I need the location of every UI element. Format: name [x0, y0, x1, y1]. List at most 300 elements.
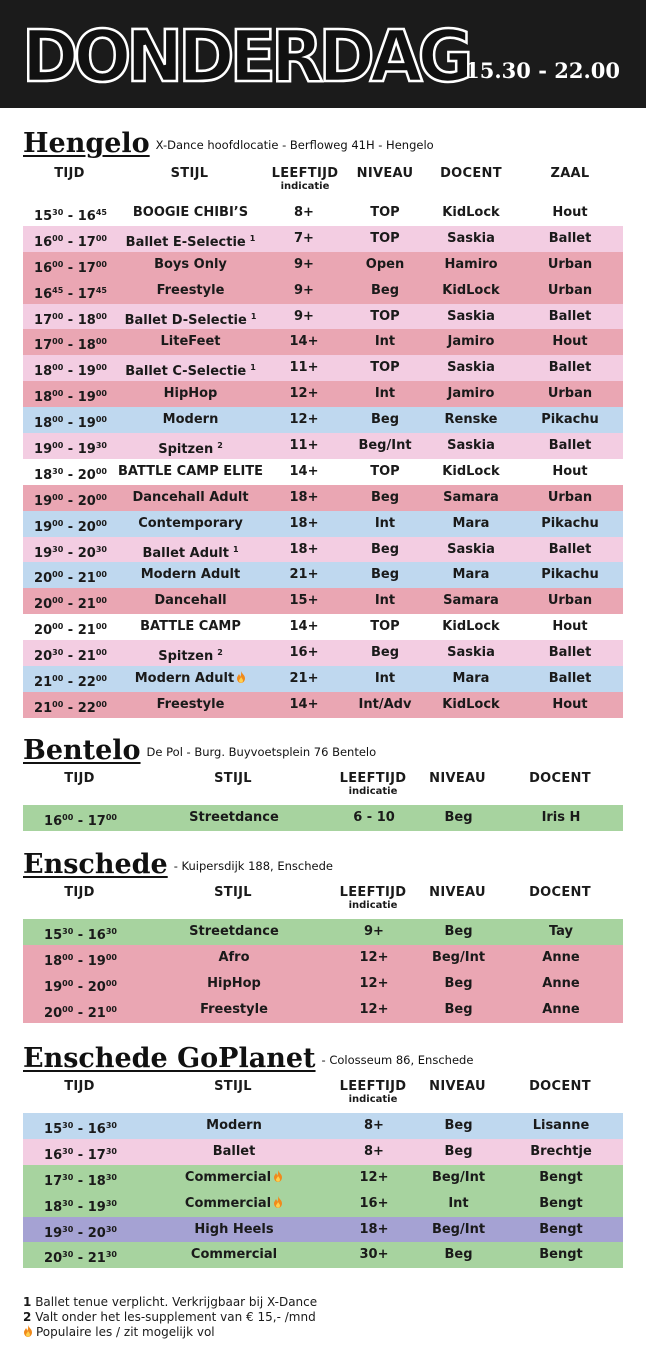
footnote-marker: 1 — [250, 363, 256, 373]
cell-time — [23, 614, 118, 640]
start-minutes: 00 — [52, 311, 64, 321]
column-header-leeftijd — [329, 772, 417, 797]
cell-time — [23, 562, 118, 588]
start-minutes: 45 — [52, 285, 64, 295]
cell-niveau: Beg/Int — [431, 1221, 486, 1237]
cell-niveau: Beg — [444, 1001, 473, 1017]
time-separator: - — [73, 814, 88, 829]
time-separator: - — [63, 519, 78, 535]
end-minutes: 30 — [105, 1224, 117, 1234]
cell-docent: Anne — [542, 975, 580, 991]
time-range — [44, 1006, 117, 1021]
end-hour: 21 — [77, 649, 96, 665]
start-hour: 16 — [34, 234, 53, 250]
cell-style — [138, 971, 330, 997]
start-minutes: 00 — [52, 622, 64, 632]
location-address: X-Dance hoofdlocatie - Berfloweg 41H - Hengelo — [155, 138, 434, 152]
start-hour: 19 — [34, 545, 53, 561]
start-minutes: 30 — [62, 1250, 74, 1260]
cell-docent: Bengt — [539, 1221, 583, 1237]
cell-docent: KidLock — [442, 463, 500, 479]
cell-leeftijd: 18+ — [359, 1221, 389, 1237]
start-hour: 20 — [34, 649, 53, 665]
cell-docent: Saskia — [447, 230, 495, 246]
start-minutes: 00 — [52, 674, 64, 684]
start-hour: 16 — [34, 260, 53, 276]
cell-zaal: Urban — [547, 593, 593, 609]
class-name: Commercial — [184, 1195, 272, 1211]
time-range — [34, 235, 107, 250]
time-separator: - — [73, 1199, 88, 1215]
start-hour: 16 — [44, 814, 63, 829]
end-hour: 19 — [87, 1199, 106, 1215]
cell-leeftijd: 16+ — [359, 1195, 389, 1211]
cell-time — [23, 278, 118, 304]
header-bar — [0, 0, 646, 108]
cell-docent: KidLock — [442, 205, 500, 220]
column-sublabel: indicatie — [348, 900, 398, 911]
start-minutes: 00 — [52, 596, 64, 606]
start-minutes: 00 — [52, 518, 64, 528]
time-range — [34, 571, 107, 586]
cell-niveau: Beg — [370, 567, 400, 583]
cell-time — [23, 1113, 138, 1139]
cell-docent: Mara — [452, 515, 490, 531]
flame-icon — [273, 1170, 283, 1182]
footnote-key: 1 — [23, 1295, 32, 1309]
column-label: TIJD — [64, 885, 95, 900]
time-separator: - — [63, 545, 78, 561]
cell-leeftijd: 12+ — [359, 949, 389, 965]
end-minutes: 30 — [105, 1250, 117, 1260]
time-range — [44, 1251, 117, 1266]
time-range — [34, 261, 107, 276]
cell-docent: Saskia — [447, 308, 495, 324]
cell-style — [138, 1139, 330, 1165]
start-hour: 18 — [44, 1199, 63, 1215]
start-minutes: 30 — [52, 648, 64, 658]
end-hour: 17 — [87, 814, 106, 829]
table-row — [23, 666, 623, 692]
cell-zaal: Ballet — [548, 230, 592, 246]
cell-docent: Saskia — [447, 645, 495, 661]
table-row — [23, 381, 623, 407]
end-minutes: 00 — [95, 363, 107, 373]
end-hour: 18 — [77, 312, 96, 328]
cell-style — [118, 407, 263, 433]
cell-time — [23, 226, 118, 252]
cell-style — [118, 692, 263, 718]
cell-leeftijd: 14+ — [289, 696, 319, 712]
column-label: LEEFTIJD — [339, 1079, 407, 1094]
column-label: NIVEAU — [429, 885, 486, 900]
end-minutes: 00 — [95, 311, 107, 321]
class-name: BATTLE CAMP — [140, 619, 241, 635]
table-row — [23, 614, 623, 640]
cell-docent: Samara — [443, 593, 499, 609]
time-range — [34, 364, 107, 379]
table-row — [23, 355, 623, 381]
end-hour: 20 — [77, 467, 96, 483]
table-row — [23, 200, 623, 226]
cell-time — [23, 459, 118, 485]
start-hour: 20 — [44, 1005, 63, 1021]
time-separator: - — [63, 390, 78, 406]
column-header-stijl — [117, 167, 262, 181]
cell-style — [118, 329, 263, 355]
time-separator: - — [63, 312, 78, 328]
cell-style — [118, 511, 263, 537]
cell-time — [23, 355, 118, 381]
cell-niveau: Beg — [444, 975, 473, 991]
table-row — [23, 1139, 623, 1165]
table-row — [23, 971, 623, 997]
end-minutes: 30 — [105, 1121, 117, 1130]
cell-style — [118, 562, 263, 588]
end-hour: 21 — [77, 571, 96, 587]
cell-zaal: Ballet — [548, 541, 592, 557]
footnote-key: 2 — [23, 1310, 32, 1324]
cell-leeftijd: 14+ — [289, 463, 319, 479]
end-minutes: 00 — [95, 648, 107, 658]
section-title — [23, 735, 376, 766]
cell-leeftijd: 8+ — [364, 1118, 384, 1133]
cell-niveau: Int — [374, 386, 396, 402]
time-range — [34, 494, 107, 509]
time-separator: - — [63, 700, 78, 716]
section-title — [23, 849, 333, 880]
footnote — [23, 1295, 317, 1310]
cell-time — [23, 407, 118, 433]
cell-zaal: Urban — [547, 386, 593, 402]
class-name: Modern — [162, 412, 219, 428]
time-separator: - — [63, 364, 78, 380]
cell-style — [138, 997, 330, 1023]
cell-style — [118, 381, 263, 407]
start-minutes: 30 — [52, 208, 64, 217]
start-hour: 19 — [44, 979, 63, 995]
cell-style — [138, 945, 330, 971]
schedule-table — [23, 200, 623, 718]
end-hour: 22 — [77, 675, 96, 691]
cell-time — [23, 805, 138, 831]
cell-niveau: TOP — [370, 360, 400, 376]
footnotes — [23, 1295, 317, 1340]
end-minutes: 00 — [95, 570, 107, 580]
cell-docent: Saskia — [447, 541, 495, 557]
cell-time — [23, 1217, 138, 1243]
cell-time — [23, 919, 138, 945]
start-minutes: 00 — [52, 492, 64, 502]
cell-leeftijd: 12+ — [289, 412, 319, 428]
table-row — [23, 511, 623, 537]
cell-niveau: Beg — [370, 412, 400, 428]
cell-docent: Brechtje — [530, 1143, 592, 1159]
cell-style — [118, 278, 263, 304]
time-separator: - — [63, 493, 78, 509]
cell-time — [23, 666, 118, 692]
end-hour: 21 — [87, 1251, 106, 1267]
cell-time — [23, 537, 118, 563]
end-minutes: 45 — [95, 285, 107, 295]
column-header-leeftijd — [329, 1080, 417, 1105]
footnote — [23, 1325, 317, 1340]
cell-docent: Samara — [443, 489, 499, 505]
class-name: BATTLE CAMP ELITE — [118, 463, 264, 479]
cell-docent: Tay — [548, 924, 574, 939]
table-row — [23, 1113, 623, 1139]
time-separator: - — [63, 649, 78, 665]
end-minutes: 30 — [105, 1172, 117, 1182]
cell-leeftijd: 9+ — [364, 924, 384, 939]
cell-docent: Saskia — [447, 438, 495, 454]
cell-niveau: TOP — [370, 308, 400, 324]
time-range — [34, 209, 107, 224]
class-name: Ballet C-Selectie — [125, 364, 247, 380]
class-name: Modern — [206, 1118, 262, 1133]
start-minutes: 00 — [62, 813, 74, 822]
column-header-tijd — [22, 1080, 137, 1094]
start-hour: 17 — [44, 1173, 63, 1189]
class-name: Streetdance — [189, 810, 279, 825]
end-minutes: 00 — [95, 699, 107, 709]
cell-niveau: TOP — [370, 205, 400, 220]
time-separator: - — [73, 1005, 88, 1021]
cell-zaal: Ballet — [548, 438, 592, 454]
cell-style — [118, 459, 263, 485]
cell-leeftijd: 8+ — [364, 1143, 384, 1159]
time-separator: - — [73, 1225, 88, 1241]
column-sublabel: indicatie — [348, 786, 398, 797]
cell-niveau: Open — [365, 256, 405, 272]
end-minutes: 00 — [95, 492, 107, 502]
column-label: STIJL — [170, 166, 209, 181]
cell-time — [23, 304, 118, 330]
table-row — [23, 640, 623, 666]
table-row — [23, 1191, 623, 1217]
end-hour: 16 — [87, 1122, 106, 1137]
time-range — [44, 928, 117, 943]
column-label: STIJL — [214, 771, 252, 786]
footnote-marker: 2 — [217, 441, 223, 451]
time-separator: - — [63, 286, 78, 302]
time-range — [44, 954, 117, 969]
time-range — [34, 390, 107, 405]
cell-time — [23, 640, 118, 666]
cell-niveau: Beg — [370, 541, 400, 557]
column-sublabel: indicatie — [280, 181, 330, 192]
start-minutes: 00 — [52, 570, 64, 580]
column-header-niveau — [417, 886, 498, 900]
cell-docent: Hamiro — [444, 256, 498, 272]
cell-time — [23, 485, 118, 511]
end-minutes: 30 — [105, 927, 117, 936]
cell-time — [23, 1191, 138, 1217]
start-minutes: 30 — [62, 1121, 74, 1130]
start-minutes: 00 — [52, 699, 64, 709]
end-minutes: 00 — [105, 952, 117, 962]
time-separator: - — [73, 979, 88, 995]
column-header-docent — [498, 886, 622, 900]
class-name: LiteFeet — [160, 334, 221, 350]
time-separator: - — [63, 234, 78, 250]
time-range — [34, 597, 107, 612]
table-row — [23, 805, 623, 831]
time-range — [34, 675, 107, 690]
cell-style — [118, 355, 263, 381]
class-name: Freestyle — [156, 282, 225, 298]
start-hour: 19 — [34, 493, 53, 509]
class-name: Streetdance — [189, 924, 279, 939]
end-minutes: 00 — [95, 466, 107, 476]
end-hour: 17 — [77, 260, 96, 276]
time-range — [44, 1148, 117, 1163]
end-minutes: 00 — [95, 622, 107, 632]
column-header-tijd — [22, 886, 137, 900]
time-range — [44, 1200, 117, 1215]
start-hour: 19 — [34, 442, 53, 458]
class-name: Modern Adult — [134, 671, 235, 687]
cell-style — [138, 805, 330, 831]
end-hour: 16 — [87, 928, 106, 943]
cell-style — [118, 433, 263, 459]
end-minutes: 30 — [105, 1198, 117, 1208]
class-name: HipHop — [163, 386, 218, 402]
cell-style — [138, 1113, 330, 1139]
column-label: NIVEAU — [356, 166, 414, 181]
footnote-text: Populaire les / zit mogelijk vol — [36, 1325, 215, 1339]
cell-style — [118, 485, 263, 511]
cell-niveau: TOP — [370, 230, 400, 246]
cell-leeftijd: 16+ — [289, 645, 319, 661]
cell-zaal: Urban — [547, 489, 593, 505]
cell-docent: Jamiro — [447, 386, 495, 402]
cell-zaal: Ballet — [548, 671, 592, 687]
cell-style — [138, 1191, 330, 1217]
time-range — [34, 287, 107, 302]
column-label: DOCENT — [440, 166, 502, 181]
time-separator: - — [63, 675, 78, 691]
cell-zaal: Urban — [547, 282, 593, 298]
time-separator: - — [63, 597, 78, 613]
cell-leeftijd: 12+ — [359, 1169, 389, 1185]
cell-leeftijd: 18+ — [289, 489, 319, 505]
cell-leeftijd: 12+ — [359, 1001, 389, 1017]
start-minutes: 00 — [62, 1004, 74, 1014]
start-minutes: 00 — [62, 978, 74, 988]
time-range — [34, 701, 107, 716]
location-name: Bentelo — [23, 735, 141, 766]
time-separator: - — [63, 442, 78, 458]
end-hour: 20 — [77, 493, 96, 509]
cell-leeftijd: 9+ — [294, 308, 314, 324]
class-name: Ballet Adult — [142, 545, 229, 561]
start-minutes: 00 — [52, 389, 64, 399]
cell-time — [23, 252, 118, 278]
start-hour: 15 — [34, 209, 53, 224]
cell-time — [23, 511, 118, 537]
end-hour: 18 — [87, 1173, 106, 1189]
start-hour: 21 — [34, 675, 53, 691]
start-hour: 18 — [34, 467, 53, 483]
footnote-text: Valt onder het les-supplement van € 15,- /mnd — [35, 1310, 316, 1324]
cell-leeftijd: 14+ — [289, 334, 319, 350]
time-separator: - — [73, 1122, 88, 1137]
cell-leeftijd: 7+ — [294, 230, 314, 246]
start-hour: 20 — [34, 571, 53, 587]
footnote-marker: 2 — [217, 648, 223, 658]
cell-leeftijd: 21+ — [289, 567, 319, 583]
cell-leeftijd: 18+ — [289, 515, 319, 531]
class-name: Ballet — [212, 1143, 256, 1159]
column-label: STIJL — [214, 885, 252, 900]
end-minutes: 00 — [105, 813, 117, 822]
start-minutes: 00 — [52, 441, 64, 451]
time-separator: - — [73, 1147, 88, 1163]
column-header-stijl — [137, 1080, 329, 1094]
start-hour: 16 — [34, 286, 53, 302]
cell-style — [138, 1165, 330, 1191]
time-separator: - — [63, 416, 78, 432]
class-name: Ballet D-Selectie — [124, 312, 247, 328]
column-label: TIJD — [64, 1079, 95, 1094]
cell-style — [118, 666, 263, 692]
cell-zaal: Hout — [552, 205, 588, 220]
flame-icon — [273, 1196, 283, 1208]
cell-niveau: Beg/Int — [358, 438, 412, 454]
cell-style — [118, 537, 263, 563]
column-header-stijl — [137, 886, 329, 900]
time-range — [34, 623, 107, 638]
cell-docent: Bengt — [539, 1247, 583, 1263]
cell-leeftijd: 12+ — [359, 975, 389, 991]
start-hour: 17 — [34, 312, 53, 328]
cell-docent: Renske — [444, 412, 498, 428]
cell-time — [23, 1242, 138, 1268]
cell-niveau: Int — [374, 593, 396, 609]
time-range — [44, 1174, 117, 1189]
cell-zaal: Pikachu — [541, 515, 599, 531]
cell-style — [138, 1217, 330, 1243]
time-separator: - — [63, 260, 78, 276]
end-minutes: 00 — [105, 1004, 117, 1014]
column-header-niveau — [417, 1080, 498, 1094]
footnote-text: Ballet tenue verplicht. Verkrijgbaar bij X-Dance — [35, 1295, 318, 1309]
end-minutes: 00 — [105, 978, 117, 988]
column-header-leeftijd — [262, 167, 348, 192]
table-row — [23, 919, 623, 945]
time-range — [44, 814, 117, 829]
column-label: DOCENT — [529, 771, 591, 786]
cell-time — [23, 588, 118, 614]
end-minutes: 00 — [95, 389, 107, 399]
start-minutes: 30 — [52, 544, 64, 554]
end-minutes: 00 — [95, 674, 107, 684]
column-header-leeftijd — [329, 886, 417, 911]
time-separator: - — [73, 1173, 88, 1189]
class-name: Contemporary — [138, 515, 243, 531]
start-minutes: 00 — [52, 415, 64, 425]
start-hour: 20 — [34, 597, 53, 613]
cell-niveau: Int — [374, 515, 396, 531]
table-row — [23, 588, 623, 614]
cell-style — [118, 226, 263, 252]
cell-leeftijd: 11+ — [289, 438, 319, 454]
cell-leeftijd: 11+ — [289, 360, 319, 376]
footnote — [23, 1310, 317, 1325]
start-hour: 17 — [34, 338, 53, 354]
end-hour: 20 — [87, 1225, 106, 1241]
